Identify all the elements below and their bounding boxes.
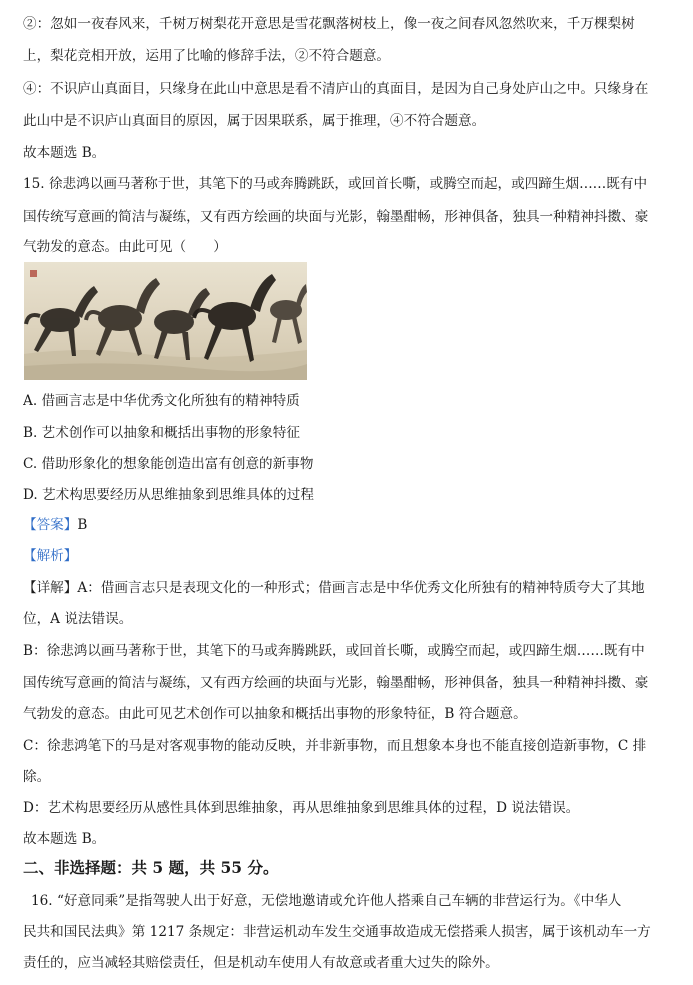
detail-line: 气勃发的意态。由此可见艺术创作可以抽象和概括出事物的形象特征，B 符合题意。 xyxy=(23,706,527,722)
paragraph-line: ②：忽如一夜春风来，千树万树梨花开意思是雪花飘落树枝上，像一夜之间春风忽然吹来，千万棵梨树 xyxy=(23,16,635,32)
detail-line: 位，A 说法错误。 xyxy=(23,611,133,627)
analysis-line xyxy=(23,546,673,566)
detail-line xyxy=(23,578,673,598)
paragraph-line: 上，梨花竞相开放，运用了比喻的修辞手法，②不符合题意。 xyxy=(23,48,391,64)
section-heading: 二、非选择题：共 5 题，共 55 分。 xyxy=(23,858,279,877)
detail-line: B：徐悲鸿以画马著称于世，其笔下的马或奔腾跳跃，或回首长嘶，或腾空而起，或四蹄生烟……既有中 xyxy=(23,643,645,659)
detail-line: C：徐悲鸿笔下的马是对客观事物的能动反映，并非新事物，而且想象本身也不能直接创造新事物，C 排 xyxy=(23,738,647,754)
detail-text: A：借画言志只是表现文化的一种形式；借画言志是中华优秀文化所独有的精神特质夸大了其地 xyxy=(77,580,645,596)
question-16-line: 民共和国民法典》第 1217 条规定：非营运机动车发生交通事故造成无偿搭乘人损害，属于该机动车一方 xyxy=(23,924,651,940)
horse-painting-image xyxy=(24,262,307,380)
paragraph-line: ④：不识庐山真面目，只缘身在此山中意思是看不清庐山的真面目，是因为自己身处庐山之中。只缘身在 xyxy=(23,81,649,97)
detail-line: 故本题选 B。 xyxy=(23,831,106,847)
horse-painting-icon xyxy=(24,262,307,380)
question-15-line: 国传统写意画的简洁与凝练，又有西方绘画的块面与光影，翰墨酣畅，形神俱备，独具一种精神抖擞、豪 xyxy=(23,209,649,225)
detail-tag: 【详解】 xyxy=(23,580,78,596)
question-16-line: 责任的，应当减轻其赔偿责任，但是机动车使用人有故意或者重大过失的除外。 xyxy=(23,955,499,971)
question-15-line: 15. 徐悲鸿以画马著称于世，其笔下的马或奔腾跳跃，或回首长嘶，或腾空而起，或四蹄生烟……既有中 xyxy=(23,176,648,192)
option-b: B. 艺术创作可以抽象和概括出事物的形象特征 xyxy=(23,425,300,441)
answer-tag: 【答案】 xyxy=(23,517,78,533)
answer-line xyxy=(23,515,673,535)
paragraph-line: 此山中是不识庐山真面目的原因，属于因果联系，属于推理，④不符合题意。 xyxy=(23,113,486,129)
question-16-line: 16. “好意同乘”是指驾驶人出于好意，无偿地邀请或允许他人搭乘自己车辆的非营运行为。《中华人 xyxy=(31,893,622,909)
option-c: C. 借助形象化的想象能创造出富有创意的新事物 xyxy=(23,456,314,472)
paragraph-line: 故本题选 B。 xyxy=(23,145,106,161)
analysis-tag: 【解析】 xyxy=(23,548,78,564)
option-a: A. 借画言志是中华优秀文化所独有的精神特质 xyxy=(23,393,300,409)
question-15-line: 气勃发的意态。由此可见（ ） xyxy=(23,239,227,255)
detail-line: 国传统写意画的简洁与凝练，又有西方绘画的块面与光影，翰墨酣畅，形神俱备，独具一种精神抖擞、豪 xyxy=(23,675,649,691)
option-d: D. 艺术构思要经历从思维抽象到思维具体的过程 xyxy=(23,487,314,503)
answer-value: B xyxy=(77,517,88,533)
detail-line: D：艺术构思要经历从感性具体到思维抽象，再从思维抽象到思维具体的过程，D 说法错误。 xyxy=(23,800,580,816)
detail-line: 除。 xyxy=(23,769,51,785)
